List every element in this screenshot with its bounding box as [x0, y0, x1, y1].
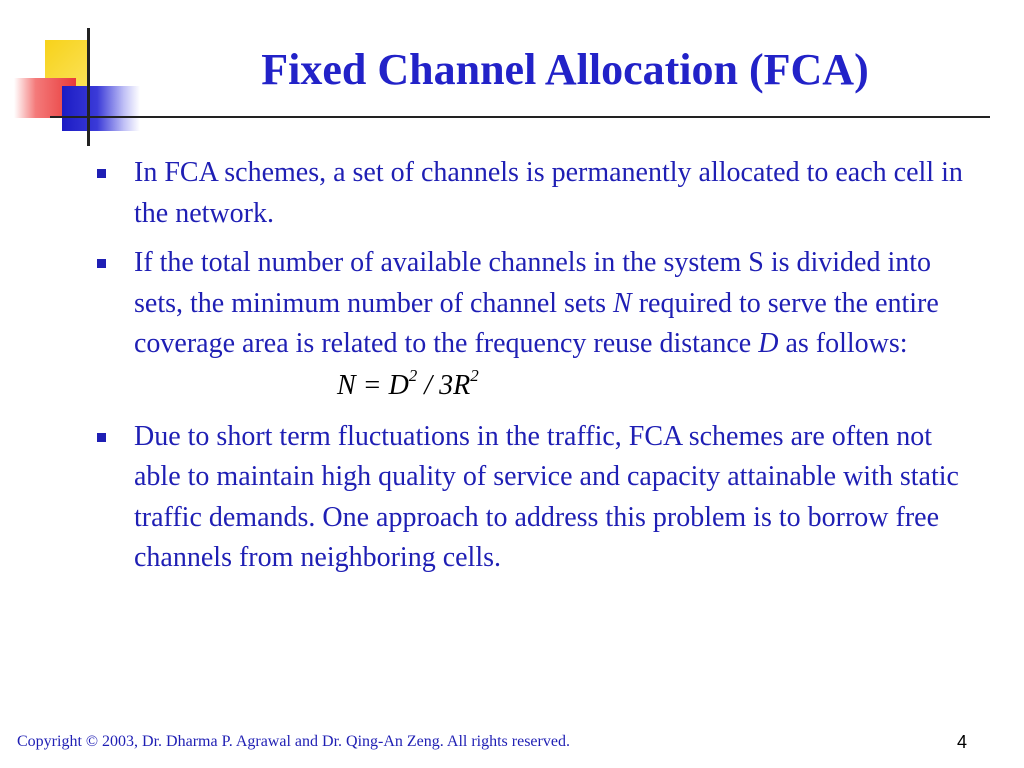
bullet-text: Due to short term fluctuations in the traffic, FCA schemes are often not able to maintain high quality of service and capacity attainable with static traffic demands. One approach to address this problem is to borrow free channels from neighboring cells. [134, 420, 959, 573]
bullet-text-part2: required to serve the entire coverage area is related to the frequency reuse distance [134, 287, 939, 359]
page-number: 4 [956, 732, 967, 752]
bullet-item-2 [97, 243, 977, 405]
blue-gradient-bar [62, 86, 140, 131]
vertical-rule [87, 28, 90, 146]
formula-mid: / 3R [417, 369, 471, 401]
bullet-list [97, 153, 977, 588]
slide-title: Fixed Channel Allocation (FCA) [261, 45, 869, 94]
bullet-text-part3: as follows: [778, 328, 908, 359]
formula-exponent-1: 2 [408, 366, 418, 386]
bullet-item-3 [97, 417, 977, 579]
formula-lhs: N = D [337, 369, 409, 401]
bullet-item-1 [97, 153, 977, 234]
square-bullet-icon [97, 433, 106, 442]
square-bullet-icon [97, 259, 106, 268]
variable-n: N [613, 287, 632, 319]
bullet-text: In FCA schemes, a set of channels is permanently allocated to each cell in the network. [134, 157, 963, 229]
reuse-formula [134, 367, 977, 405]
square-bullet-icon [97, 169, 106, 178]
bullet-text-part1: If the total number of available channels in the system S is divided into sets, the minimum number of channel sets [134, 247, 932, 319]
variable-d: D [758, 328, 779, 359]
formula-exponent-2: 2 [470, 366, 479, 386]
title-underline-rule [50, 116, 990, 118]
copyright-footer: Copyright © 2003, Dr. Dharma P. Agrawal and Dr. Qing-An Zeng. All rights reserved. [17, 733, 570, 750]
